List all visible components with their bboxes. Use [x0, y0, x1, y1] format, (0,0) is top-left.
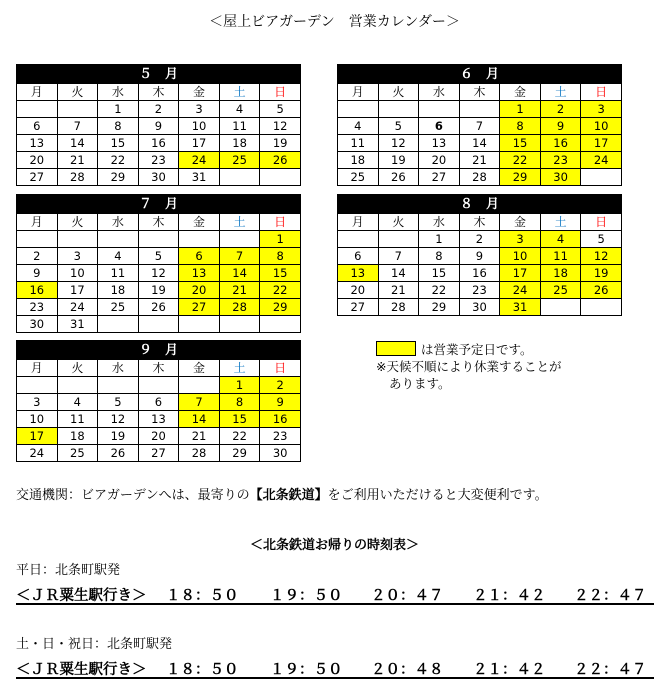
calendar-september — [16, 340, 301, 462]
week-row — [17, 135, 301, 152]
day-cell: 16 — [459, 265, 500, 282]
day-cell — [57, 377, 98, 394]
day-cell: 2 — [138, 101, 179, 118]
day-cell: 25 — [338, 169, 379, 186]
day-cell-open: 7 — [179, 394, 220, 411]
day-cell-open: 19 — [581, 265, 622, 282]
weekday-sat: 土 — [219, 360, 260, 377]
access-prefix: 交通機関：ビアガーデンへは、最寄りの — [16, 488, 250, 503]
day-cell: 8 — [98, 118, 139, 135]
day-cell-open: 9 — [540, 118, 581, 135]
day-cell-open: 11 — [540, 248, 581, 265]
day-cell-open: 14 — [219, 265, 260, 282]
weekday-sat: 土 — [219, 84, 260, 101]
weekday-sun: 日 — [581, 214, 622, 231]
weekday-tue: 火 — [57, 214, 98, 231]
day-cell-open: 30 — [540, 169, 581, 186]
day-cell: 8 — [419, 248, 460, 265]
day-cell: 12 — [378, 135, 419, 152]
day-cell — [581, 169, 622, 186]
day-cell: 22 — [98, 152, 139, 169]
day-cell: 13 — [17, 135, 58, 152]
weekday-tue: 火 — [378, 214, 419, 231]
day-cell — [138, 316, 179, 333]
day-cell-open: 24 — [179, 152, 220, 169]
day-cell: 14 — [57, 135, 98, 152]
day-cell-open: 10 — [581, 118, 622, 135]
day-cell-open: 6 — [179, 248, 220, 265]
day-cell: 10 — [57, 265, 98, 282]
weekday-thu: 木 — [138, 84, 179, 101]
day-cell: 28 — [378, 299, 419, 316]
day-cell: 18 — [219, 135, 260, 152]
day-cell: 27 — [17, 169, 58, 186]
day-cell: 4 — [338, 118, 379, 135]
day-cell — [540, 299, 581, 316]
weekday-sat: 土 — [540, 84, 581, 101]
day-cell: 3 — [57, 248, 98, 265]
weekday-wed: 水 — [419, 214, 460, 231]
day-cell: 23 — [459, 282, 500, 299]
day-cell-open: 17 — [500, 265, 541, 282]
week-row — [338, 299, 622, 316]
day-cell-open: 2 — [260, 377, 301, 394]
day-cell — [17, 377, 58, 394]
weekday-wed: 水 — [98, 84, 139, 101]
weekday-fri: 金 — [500, 84, 541, 101]
day-cell: 30 — [459, 299, 500, 316]
day-cell: 18 — [98, 282, 139, 299]
day-cell-open: 1 — [260, 231, 301, 248]
day-cell: 9 — [459, 248, 500, 265]
week-row — [17, 231, 301, 248]
day-cell: 26 — [138, 299, 179, 316]
day-cell-open: 16 — [17, 282, 58, 299]
day-cell — [219, 231, 260, 248]
weekday-sun: 日 — [581, 84, 622, 101]
weekday-mon: 月 — [338, 214, 379, 231]
legend-text: は営業予定日です。 — [421, 342, 533, 357]
day-cell: 29 — [419, 299, 460, 316]
day-cell: 11 — [98, 265, 139, 282]
day-cell-open: 24 — [581, 152, 622, 169]
departure-time: ２０：４８ — [371, 662, 444, 678]
day-cell-open: 22 — [500, 152, 541, 169]
day-cell-open: 16 — [260, 411, 301, 428]
week-row — [17, 152, 301, 169]
week-row — [338, 169, 622, 186]
day-cell: 21 — [57, 152, 98, 169]
day-cell: 11 — [219, 118, 260, 135]
day-cell: 13 — [138, 411, 179, 428]
week-row — [17, 101, 301, 118]
weekday-tue: 火 — [57, 360, 98, 377]
day-cell: 15 — [98, 135, 139, 152]
day-cell — [17, 101, 58, 118]
day-cell — [98, 377, 139, 394]
day-cell: 9 — [17, 265, 58, 282]
day-cell-open: 10 — [500, 248, 541, 265]
day-cell — [378, 101, 419, 118]
destination: ＜ＪＲ粟生駅行き＞ — [16, 588, 147, 604]
weekday-sun: 日 — [260, 214, 301, 231]
day-cell: 26 — [98, 445, 139, 462]
departure-time: ２１：４２ — [473, 662, 546, 678]
day-cell — [219, 169, 260, 186]
day-cell: 18 — [338, 152, 379, 169]
departure-time: １９：５０ — [270, 588, 343, 604]
day-cell: 13 — [419, 135, 460, 152]
day-cell-open: 4 — [540, 231, 581, 248]
day-cell: 30 — [260, 445, 301, 462]
day-cell: 31 — [179, 169, 220, 186]
day-cell: 5 — [260, 101, 301, 118]
weekday-wed: 水 — [98, 214, 139, 231]
week-row — [338, 152, 622, 169]
day-cell: 12 — [98, 411, 139, 428]
weekday-tue: 火 — [57, 84, 98, 101]
weekday-mon: 月 — [17, 360, 58, 377]
day-cell: 10 — [17, 411, 58, 428]
departure-time: １８：５０ — [166, 662, 239, 678]
day-cell — [17, 231, 58, 248]
day-cell-open: 13 — [338, 265, 379, 282]
day-cell: 3 — [17, 394, 58, 411]
day-cell: 22 — [219, 428, 260, 445]
day-cell: 14 — [378, 265, 419, 282]
week-row — [17, 169, 301, 186]
day-cell: 28 — [459, 169, 500, 186]
departure-time: ２１：４２ — [473, 588, 546, 604]
day-cell: 18 — [57, 428, 98, 445]
day-cell — [57, 231, 98, 248]
week-row — [17, 428, 301, 445]
week-row — [338, 135, 622, 152]
day-cell: 21 — [459, 152, 500, 169]
day-cell: 2 — [459, 231, 500, 248]
month-title: ７ 月 — [17, 195, 301, 214]
legend-note-cont: あります。 — [389, 376, 451, 391]
weekday-sun: 日 — [260, 360, 301, 377]
day-cell — [459, 101, 500, 118]
week-row — [338, 118, 622, 135]
day-cell: 25 — [98, 299, 139, 316]
weekday-wed: 水 — [98, 360, 139, 377]
day-cell-open: 22 — [260, 282, 301, 299]
day-cell: 21 — [378, 282, 419, 299]
day-cell: 11 — [338, 135, 379, 152]
day-cell-open: 18 — [540, 265, 581, 282]
day-cell: 6 — [419, 118, 460, 135]
day-cell-open: 21 — [219, 282, 260, 299]
day-cell: 4 — [57, 394, 98, 411]
day-cell: 27 — [338, 299, 379, 316]
departure-time: ２０：４７ — [371, 588, 444, 604]
weekday-fri: 金 — [179, 360, 220, 377]
day-cell: 19 — [98, 428, 139, 445]
day-cell: 14 — [459, 135, 500, 152]
day-cell: 5 — [378, 118, 419, 135]
day-cell: 1 — [98, 101, 139, 118]
day-cell: 15 — [419, 265, 460, 282]
calendar-june — [337, 64, 622, 186]
day-cell-open: 29 — [260, 299, 301, 316]
day-cell — [179, 231, 220, 248]
day-cell — [260, 316, 301, 333]
day-cell: 9 — [138, 118, 179, 135]
day-cell: 30 — [138, 169, 179, 186]
weekday-thu: 木 — [138, 214, 179, 231]
day-cell: 6 — [17, 118, 58, 135]
day-cell — [219, 316, 260, 333]
day-cell-open: 29 — [500, 169, 541, 186]
day-cell — [138, 377, 179, 394]
weekday-fri: 金 — [500, 214, 541, 231]
day-cell — [179, 316, 220, 333]
day-cell: 10 — [179, 118, 220, 135]
week-row — [17, 445, 301, 462]
day-cell-open: 2 — [540, 101, 581, 118]
day-cell-open: 26 — [581, 282, 622, 299]
day-cell-open: 15 — [219, 411, 260, 428]
week-row — [17, 248, 301, 265]
weekday-mon: 月 — [17, 84, 58, 101]
day-cell: 12 — [260, 118, 301, 135]
day-cell — [378, 231, 419, 248]
day-cell: 28 — [57, 169, 98, 186]
day-cell — [419, 101, 460, 118]
day-cell — [179, 377, 220, 394]
calendar-august — [337, 194, 622, 316]
day-cell: 19 — [260, 135, 301, 152]
day-cell — [138, 231, 179, 248]
week-row — [338, 101, 622, 118]
day-cell-open: 15 — [260, 265, 301, 282]
weekday-times-row — [16, 583, 654, 605]
access-suffix: をご利用いただけると大変便利です。 — [327, 488, 548, 503]
day-cell-open: 25 — [219, 152, 260, 169]
day-cell-open: 24 — [500, 282, 541, 299]
day-cell-open: 3 — [581, 101, 622, 118]
day-cell-open: 31 — [500, 299, 541, 316]
weekday-wed: 水 — [419, 84, 460, 101]
day-cell: 25 — [57, 445, 98, 462]
day-cell-open: 13 — [179, 265, 220, 282]
legend-note: ※天候不順により休業することが — [376, 359, 562, 374]
week-row — [338, 248, 622, 265]
day-cell-open: 8 — [219, 394, 260, 411]
day-cell-open: 23 — [540, 152, 581, 169]
day-cell: 30 — [17, 316, 58, 333]
day-cell: 11 — [57, 411, 98, 428]
day-cell: 24 — [57, 299, 98, 316]
weekday-sun: 日 — [260, 84, 301, 101]
day-cell: 17 — [57, 282, 98, 299]
destination: ＜ＪＲ粟生駅行き＞ — [16, 662, 147, 678]
week-row — [17, 299, 301, 316]
departure-time: ２２：４７ — [574, 588, 647, 604]
weekday-thu: 木 — [138, 360, 179, 377]
day-cell-open: 3 — [500, 231, 541, 248]
week-row — [17, 282, 301, 299]
day-cell: 24 — [17, 445, 58, 462]
weekday-sat: 土 — [219, 214, 260, 231]
day-cell-open: 9 — [260, 394, 301, 411]
day-cell-open: 8 — [500, 118, 541, 135]
week-row — [17, 377, 301, 394]
week-row — [338, 231, 622, 248]
weekday-mon: 月 — [17, 214, 58, 231]
week-row — [338, 282, 622, 299]
day-cell: 19 — [378, 152, 419, 169]
day-cell-open: 17 — [17, 428, 58, 445]
day-cell: 17 — [179, 135, 220, 152]
day-cell-open: 26 — [260, 152, 301, 169]
weekday-mon: 月 — [338, 84, 379, 101]
day-cell-open: 20 — [179, 282, 220, 299]
week-row — [338, 265, 622, 282]
day-cell: 7 — [378, 248, 419, 265]
departure-time: １８：５０ — [166, 588, 239, 604]
week-row — [17, 394, 301, 411]
day-cell: 16 — [138, 135, 179, 152]
month-title: ８ 月 — [338, 195, 622, 214]
access-info — [16, 484, 548, 503]
day-cell: 20 — [138, 428, 179, 445]
day-cell: 26 — [378, 169, 419, 186]
week-row — [17, 265, 301, 282]
day-cell — [338, 231, 379, 248]
day-cell: 20 — [338, 282, 379, 299]
day-cell: 1 — [419, 231, 460, 248]
day-cell-open: 1 — [500, 101, 541, 118]
day-cell-open: 17 — [581, 135, 622, 152]
calendar-may — [16, 64, 301, 186]
day-cell: 29 — [98, 169, 139, 186]
day-cell — [260, 169, 301, 186]
day-cell — [57, 101, 98, 118]
weekday-tue: 火 — [378, 84, 419, 101]
day-cell: 21 — [179, 428, 220, 445]
day-cell: 2 — [17, 248, 58, 265]
day-cell: 31 — [57, 316, 98, 333]
day-cell-open: 8 — [260, 248, 301, 265]
day-cell: 6 — [338, 248, 379, 265]
departure-time: ２２：４７ — [574, 662, 647, 678]
day-cell-open: 15 — [500, 135, 541, 152]
day-cell: 27 — [419, 169, 460, 186]
weekday-sat: 土 — [540, 214, 581, 231]
week-row — [17, 411, 301, 428]
day-cell-open: 14 — [179, 411, 220, 428]
day-cell: 19 — [138, 282, 179, 299]
day-cell: 23 — [17, 299, 58, 316]
timetable-title: ＜北条鉄道お帰りの時刻表＞ — [249, 538, 419, 553]
day-cell: 5 — [138, 248, 179, 265]
weekday-label: 平日：北条町駅発 — [16, 563, 121, 578]
day-cell: 5 — [98, 394, 139, 411]
day-cell: 7 — [459, 118, 500, 135]
legend-swatch — [376, 341, 416, 356]
day-cell: 20 — [17, 152, 58, 169]
day-cell-open: 1 — [219, 377, 260, 394]
day-cell-open: 25 — [540, 282, 581, 299]
weekday-fri: 金 — [179, 84, 220, 101]
day-cell — [98, 316, 139, 333]
day-cell: 29 — [219, 445, 260, 462]
day-cell: 28 — [179, 445, 220, 462]
holiday-times-row — [16, 657, 654, 679]
day-cell: 20 — [419, 152, 460, 169]
page-title: ＜屋上ビアガーデン 営業カレンダー＞ — [209, 14, 460, 30]
day-cell: 22 — [419, 282, 460, 299]
day-cell — [98, 231, 139, 248]
day-cell: 6 — [138, 394, 179, 411]
departure-time: １９：５０ — [270, 662, 343, 678]
weekday-thu: 木 — [459, 214, 500, 231]
weekday-thu: 木 — [459, 84, 500, 101]
access-rail: 【北条鉄道】 — [249, 488, 328, 503]
day-cell-open: 16 — [540, 135, 581, 152]
day-cell-open: 12 — [581, 248, 622, 265]
day-cell: 3 — [179, 101, 220, 118]
calendar-july — [16, 194, 301, 333]
day-cell: 5 — [581, 231, 622, 248]
month-title: ５ 月 — [17, 65, 301, 84]
day-cell: 12 — [138, 265, 179, 282]
day-cell-open: 28 — [219, 299, 260, 316]
day-cell: 23 — [260, 428, 301, 445]
day-cell: 4 — [98, 248, 139, 265]
day-cell-open: 7 — [219, 248, 260, 265]
day-cell: 27 — [138, 445, 179, 462]
month-title: ９ 月 — [17, 341, 301, 360]
day-cell: 7 — [57, 118, 98, 135]
day-cell: 23 — [138, 152, 179, 169]
month-title: ６ 月 — [338, 65, 622, 84]
weekday-fri: 金 — [179, 214, 220, 231]
week-row — [17, 316, 301, 333]
day-cell: 4 — [219, 101, 260, 118]
holiday-label: 土・日・祝日：北条町駅発 — [16, 637, 173, 652]
day-cell — [338, 101, 379, 118]
week-row — [17, 118, 301, 135]
day-cell — [581, 299, 622, 316]
day-cell-open: 27 — [179, 299, 220, 316]
